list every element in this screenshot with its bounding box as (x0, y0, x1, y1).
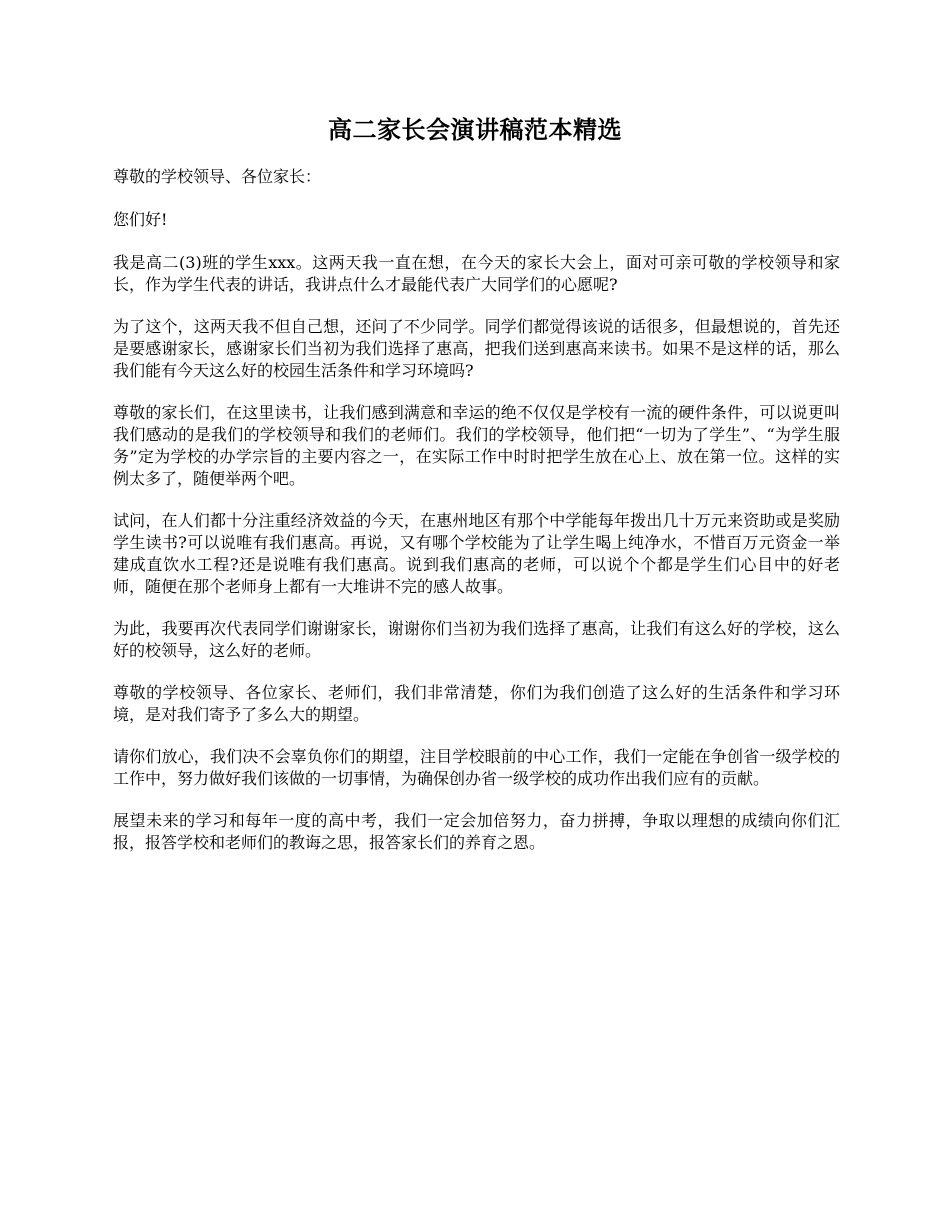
body-paragraph: 请你们放心，我们决不会辜负你们的期望，注目学校眼前的中心工作，我们一定能在争创省一级学校的工作中，努力做好我们该做的一切事情，为确保创办省一级学校的成功作出我们应有的贡献。 (113, 747, 840, 788)
body-paragraph: 为此，我要再次代表同学们谢谢家长，谢谢你们当初为我们选择了惠高，让我们有这么好的学校，这么好的校领导，这么好的老师。 (113, 619, 840, 660)
document-body (113, 166, 840, 874)
document-title: 高二家长会演讲稿范本精选 (328, 115, 622, 144)
greeting-paragraph: 尊敬的学校领导、各位家长： (113, 167, 322, 186)
body-paragraph: 尊敬的家长们，在这里读书，让我们感到满意和幸运的绝不仅仅是学校有一流的硬件条件，可以说更叫我们感动的是我们的学校领导和我们的老师们。我们的学校领导，他们把“一切为了学生”、“为学生服务”定为学校的办学宗旨的主要内容之一，在实际工作中时时把学生放在心上、放在第一位。这样的实例太多了，随便举两个吧。 (113, 403, 840, 488)
body-paragraph: 我是高二(3)班的学生xxx。这两天我一直在想，在今天的家长大会上，面对可亲可敬的学校领导和家长，作为学生代表的讲话，我讲点什么才最能代表广大同学们的心愿呢? (113, 253, 840, 294)
closing-paragraph: 展望未来的学习和每年一度的高中考，我们一定会加倍努力，奋力拼搏，争取以理想的成绩向你们汇报，报答学校和老师们的教诲之思，报答家长们的养育之恩。 (113, 811, 840, 852)
body-paragraph: 试问，在人们都十分注重经济效益的今天，在惠州地区有那个中学能每年拨出几十万元来资助或是奖励学生读书?可以说唯有我们惠高。再说，又有哪个学校能为了让学生喝上纯净水，不惜百万元资金一举建成直饮水工程?还是说唯有我们惠高。说到我们惠高的老师，可以说个个都是学生们心目中的好老师，随便在那个老师身上都有一大堆讲不完的感人故事。 (113, 511, 840, 596)
salutation-paragraph: 您们好! (113, 210, 168, 229)
body-paragraph: 尊敬的学校领导、各位家长、老师们，我们非常清楚，你们为我们创造了这么好的生活条件和学习环境，是对我们寄予了多么大的期望。 (113, 683, 840, 724)
body-paragraph: 为了这个，这两天我不但自己想，还问了不少同学。同学们都觉得该说的话很多，但最想说的，首先还是要感谢家长，感谢家长们当初为我们选择了惠高，把我们送到惠高来读书。如果不是这样的话，那么我们能有今天这么好的校园生活条件和学习环境吗? (113, 317, 840, 380)
